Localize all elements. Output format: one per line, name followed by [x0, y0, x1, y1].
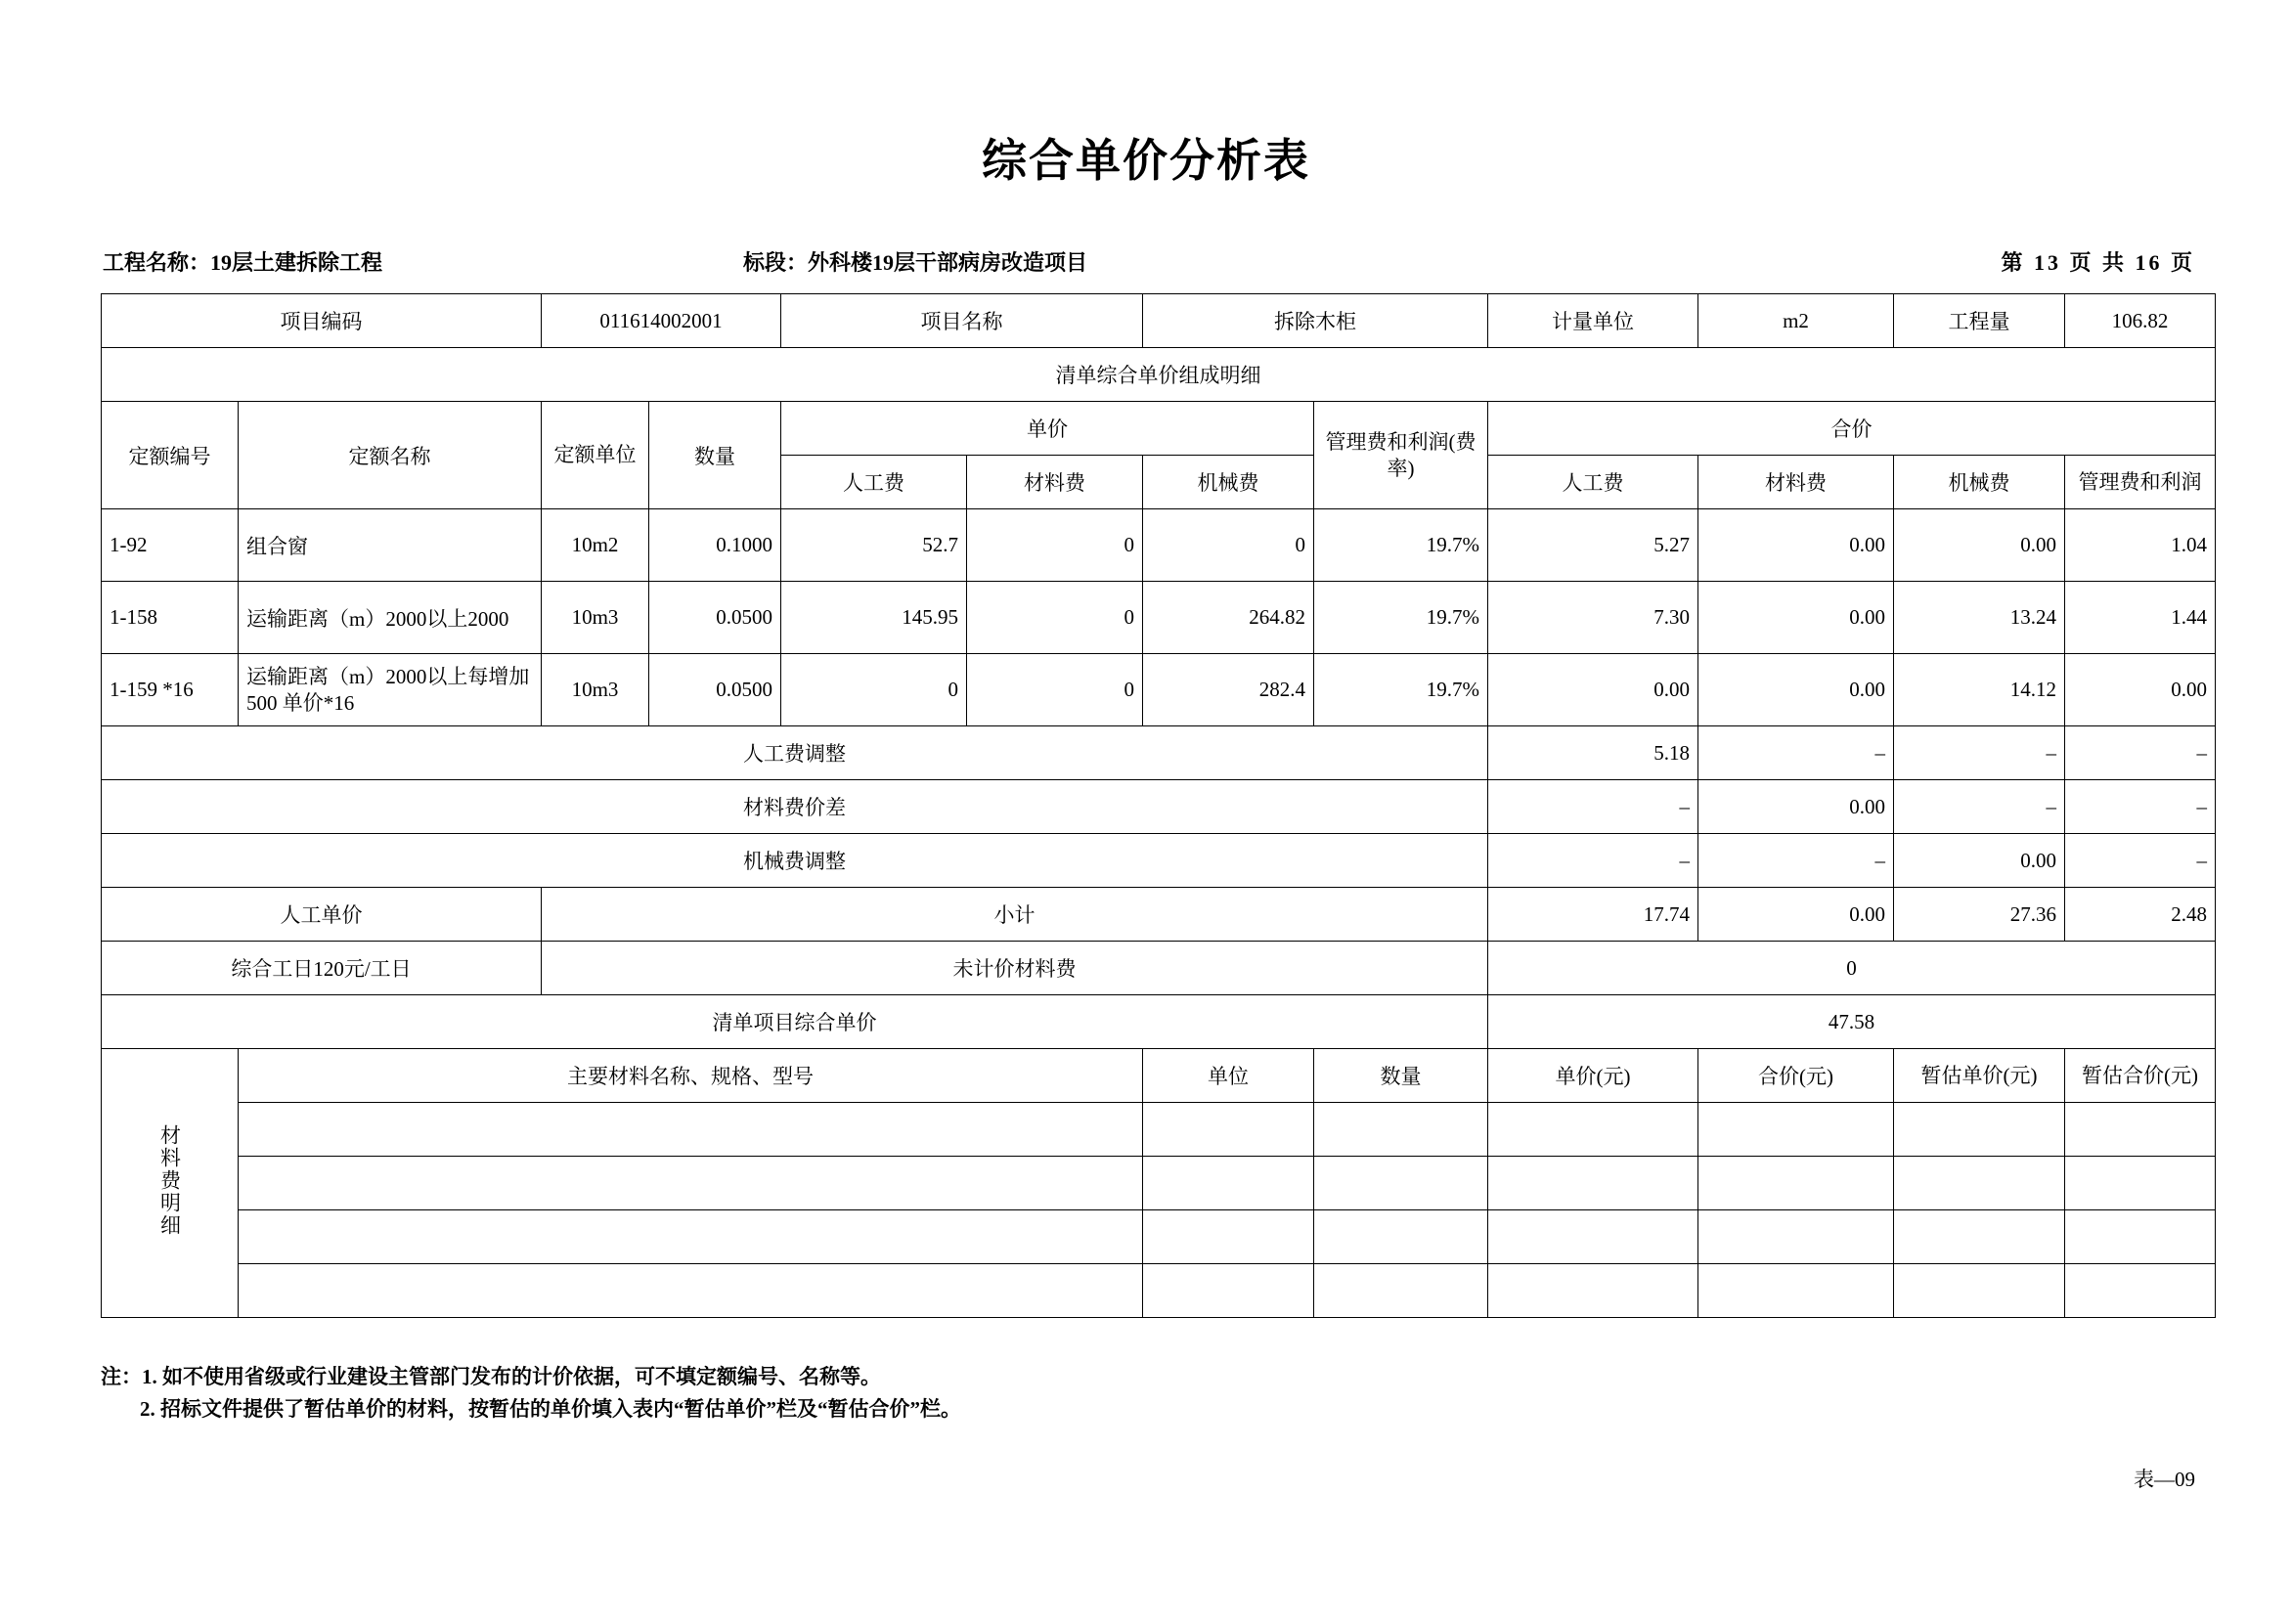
material-detail-side-label [102, 1049, 239, 1318]
section-value: 外科楼19层干部病房改造项目 [808, 250, 1088, 275]
table-row-material-empty [102, 1103, 2216, 1157]
comprehensive-price-label: 清单项目综合单价 [102, 995, 1488, 1049]
table-row [102, 509, 2216, 582]
item-qty-label: 工程量 [1894, 294, 2065, 348]
row-total-material: 0.00 [1698, 582, 1894, 654]
unit-price-analysis-table [101, 293, 2216, 1318]
material-est-price-cell [1894, 1264, 2065, 1318]
col-unit-labor: 人工费 [781, 456, 967, 509]
subtotal-labor: 17.74 [1488, 888, 1698, 942]
row-total-labor: 5.27 [1488, 509, 1698, 582]
material-qty-cell [1314, 1103, 1488, 1157]
row-quota-code: 1-158 [102, 582, 239, 654]
table-row-adjustment [102, 726, 2216, 780]
page-title: 综合单价分析表 [982, 134, 1310, 187]
table-row-adjustment [102, 834, 2216, 888]
row-overhead-rate: 19.7% [1314, 582, 1488, 654]
adjustment-total-labor: – [1488, 780, 1698, 834]
subtotal-material: 0.00 [1698, 888, 1894, 942]
table-row [102, 582, 2216, 654]
adjustment-total-material: 0.00 [1698, 780, 1894, 834]
table-row-material-empty [102, 1210, 2216, 1264]
material-total-cell [1698, 1157, 1894, 1210]
subtotal-label: 小计 [542, 888, 1488, 942]
subtotal-machine: 27.36 [1894, 888, 2065, 942]
material-qty-cell [1314, 1157, 1488, 1210]
row-unit-material: 0 [967, 509, 1143, 582]
col-total-price-group: 合价 [1488, 402, 2216, 456]
row-unit-material: 0 [967, 582, 1143, 654]
table-row-column-group-header [102, 402, 2216, 456]
row-total-material: 0.00 [1698, 509, 1894, 582]
material-unit-cell [1143, 1103, 1314, 1157]
footnote-1-text: 1. 如不使用省级或行业建设主管部门发布的计价依据，可不填定额编号、名称等。 [142, 1365, 881, 1388]
row-quantity: 0.0500 [649, 654, 781, 726]
table-row-subtotal [102, 888, 2216, 942]
row-quota-name: 组合窗 [239, 509, 542, 582]
material-est-total-cell [2065, 1103, 2216, 1157]
table-row [102, 654, 2216, 726]
row-unit-material: 0 [967, 654, 1143, 726]
adjustment-label: 人工费调整 [102, 726, 1488, 780]
material-unit-cell [1143, 1264, 1314, 1318]
material-price-header: 单价(元) [1488, 1049, 1698, 1103]
material-price-cell [1488, 1210, 1698, 1264]
row-quantity: 0.1000 [649, 509, 781, 582]
material-price-cell [1488, 1264, 1698, 1318]
material-price-cell [1488, 1157, 1698, 1210]
table-row-material-empty [102, 1264, 2216, 1318]
row-overhead-rate: 19.7% [1314, 509, 1488, 582]
material-name-cell [239, 1157, 1143, 1210]
material-qty-cell [1314, 1210, 1488, 1264]
col-unit-material: 材料费 [967, 456, 1143, 509]
unpriced-material-label: 未计价材料费 [542, 942, 1488, 995]
row-quantity: 0.0500 [649, 582, 781, 654]
footnote-1 [101, 1361, 961, 1393]
col-quota-unit [542, 402, 649, 509]
table-row-adjustment [102, 780, 2216, 834]
material-total-cell [1698, 1103, 1894, 1157]
project-name-field [103, 246, 382, 277]
project-name-value: 19层土建拆除工程 [210, 250, 383, 275]
footnote-prefix: 注： [101, 1365, 142, 1388]
material-est-price-header: 暂估单价(元) [1894, 1049, 2065, 1103]
adjustment-total-material: – [1698, 726, 1894, 780]
composition-title: 清单综合单价组成明细 [102, 348, 2216, 402]
item-unit-label: 计量单位 [1488, 294, 1698, 348]
row-total-overhead: 1.04 [2065, 509, 2216, 582]
row-total-labor: 7.30 [1488, 582, 1698, 654]
item-code-label: 项目编码 [102, 294, 542, 348]
table-row-material-empty [102, 1157, 2216, 1210]
document-header-line [103, 246, 2195, 278]
adjustment-total-material: – [1698, 834, 1894, 888]
row-total-machine: 13.24 [1894, 582, 2065, 654]
row-total-overhead: 0.00 [2065, 654, 2216, 726]
section-name-field [743, 246, 1087, 277]
row-unit-labor: 0 [781, 654, 967, 726]
row-total-machine: 14.12 [1894, 654, 2065, 726]
material-name-cell [239, 1264, 1143, 1318]
col-quota-unit-text: 定额单位 [553, 443, 637, 467]
item-name-label: 项目名称 [781, 294, 1143, 348]
adjustment-label: 材料费价差 [102, 780, 1488, 834]
col-total-labor: 人工费 [1488, 456, 1698, 509]
adjustment-total-labor: 5.18 [1488, 726, 1698, 780]
material-unit-header: 单位 [1143, 1049, 1314, 1103]
labor-day-price: 综合工日120元/工日 [102, 942, 542, 995]
comprehensive-price-value: 47.58 [1488, 995, 2216, 1049]
table-row-material-header [102, 1049, 2216, 1103]
adjustment-total-machine: – [1894, 726, 2065, 780]
material-est-total-cell [2065, 1157, 2216, 1210]
row-quota-code: 1-92 [102, 509, 239, 582]
material-est-price-cell [1894, 1157, 2065, 1210]
row-total-overhead: 1.44 [2065, 582, 2216, 654]
material-qty-header: 数量 [1314, 1049, 1488, 1103]
table-row-unpriced-material [102, 942, 2216, 995]
labor-unit-price-label: 人工单价 [102, 888, 542, 942]
project-name-label: 工程名称： [103, 250, 211, 275]
col-quota-code: 定额编号 [102, 402, 239, 509]
footnote-2: 2. 招标文件提供了暂估单价的材料，按暂估的单价填入表内“暂估单价”栏及“暂估合价”栏。 [140, 1396, 961, 1421]
page-number: 第 13 页 共 16 页 [2001, 250, 2195, 275]
row-quota-unit: 10m3 [542, 582, 649, 654]
material-name-header: 主要材料名称、规格、型号 [239, 1049, 1143, 1103]
adjustment-total-machine: 0.00 [1894, 834, 2065, 888]
table-row-item-header [102, 294, 2216, 348]
col-overhead-rate [1314, 402, 1488, 509]
material-est-price-cell [1894, 1103, 2065, 1157]
item-code-value: 011614002001 [542, 294, 781, 348]
row-unit-labor: 52.7 [781, 509, 967, 582]
row-unit-machine: 0 [1143, 509, 1314, 582]
col-unit-price-group: 单价 [781, 402, 1314, 456]
adjustment-label: 机械费调整 [102, 834, 1488, 888]
row-quota-code: 1-159 *16 [102, 654, 239, 726]
col-total-machine: 机械费 [1894, 456, 2065, 509]
form-number: 表—09 [2134, 1468, 2195, 1491]
row-total-machine: 0.00 [1894, 509, 2065, 582]
row-unit-labor: 145.95 [781, 582, 967, 654]
material-total-cell [1698, 1264, 1894, 1318]
material-total-cell [1698, 1210, 1894, 1264]
material-detail-side-label-text: 材料费明细 [157, 1123, 182, 1237]
col-total-overhead [2065, 456, 2216, 509]
col-total-overhead-text: 管理费和利润 [2078, 469, 2202, 494]
col-unit-machine: 机械费 [1143, 456, 1314, 509]
row-quota-name: 运输距离（m）2000以上每增加500 单价*16 [239, 654, 542, 726]
adjustment-total-overhead: – [2065, 780, 2216, 834]
material-est-price-cell [1894, 1210, 2065, 1264]
row-quota-unit: 10m2 [542, 509, 649, 582]
row-total-labor: 0.00 [1488, 654, 1698, 726]
adjustment-total-labor: – [1488, 834, 1698, 888]
adjustment-total-machine: – [1894, 780, 2065, 834]
material-qty-cell [1314, 1264, 1488, 1318]
material-est-total-cell [2065, 1210, 2216, 1264]
row-total-material: 0.00 [1698, 654, 1894, 726]
table-row-composition-title [102, 348, 2216, 402]
col-quota-name: 定额名称 [239, 402, 542, 509]
item-qty-value: 106.82 [2065, 294, 2216, 348]
row-unit-machine: 282.4 [1143, 654, 1314, 726]
material-unit-cell [1143, 1157, 1314, 1210]
table-row-comprehensive-price [102, 995, 2216, 1049]
row-unit-machine: 264.82 [1143, 582, 1314, 654]
material-est-total-header: 暂估合价(元) [2065, 1049, 2216, 1103]
material-name-cell [239, 1103, 1143, 1157]
adjustment-total-overhead: – [2065, 834, 2216, 888]
material-total-header: 合价(元) [1698, 1049, 1894, 1103]
row-quota-unit: 10m3 [542, 654, 649, 726]
material-price-cell [1488, 1103, 1698, 1157]
col-overhead-rate-text: 管理费和利润(费率) [1325, 430, 1477, 480]
footnotes [101, 1361, 961, 1425]
material-name-cell [239, 1210, 1143, 1264]
item-name-value: 拆除木柜 [1143, 294, 1488, 348]
material-unit-cell [1143, 1210, 1314, 1264]
row-overhead-rate: 19.7% [1314, 654, 1488, 726]
material-est-total-cell [2065, 1264, 2216, 1318]
col-total-material: 材料费 [1698, 456, 1894, 509]
item-unit-value: m2 [1698, 294, 1894, 348]
row-quota-name: 运输距离（m）2000以上2000 [239, 582, 542, 654]
unpriced-material-value: 0 [1488, 942, 2216, 995]
section-label: 标段： [743, 250, 809, 275]
adjustment-total-overhead: – [2065, 726, 2216, 780]
subtotal-overhead: 2.48 [2065, 888, 2216, 942]
col-quantity: 数量 [649, 402, 781, 509]
